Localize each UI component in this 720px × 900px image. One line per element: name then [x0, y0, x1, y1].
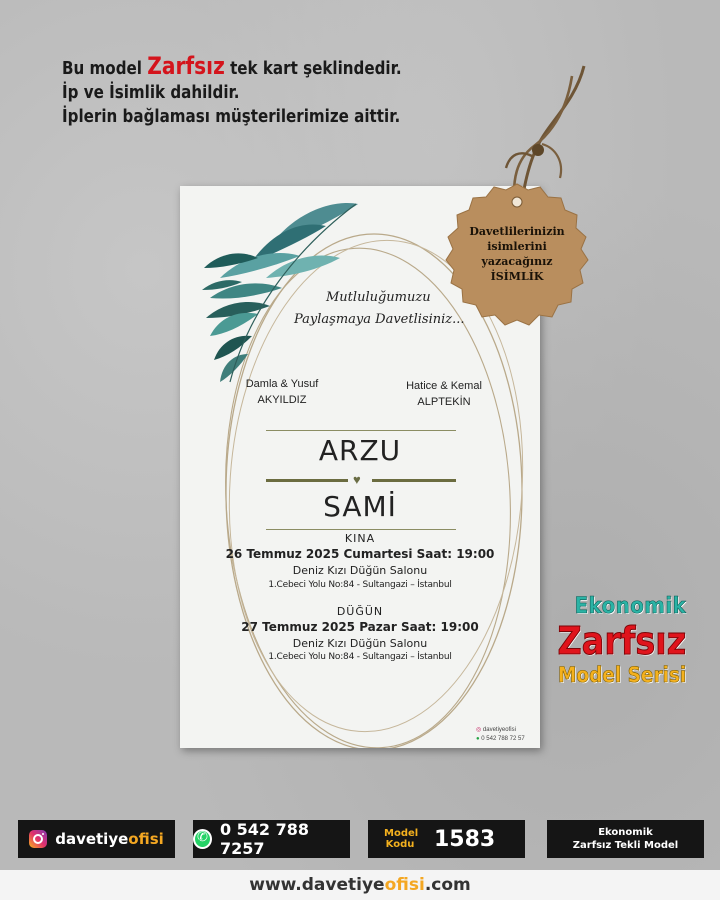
card-contact-instagram — [476, 726, 525, 735]
parents-left-names: Damla & Yusuf — [245, 378, 319, 390]
card-contact-instagram-text: davetiyeofisi — [482, 727, 516, 733]
rule-top — [266, 430, 456, 431]
instagram-handle — [55, 830, 164, 848]
parents-right-surname: ALPTEKİN — [417, 396, 471, 408]
model-description-bar — [547, 820, 704, 858]
name-tag-line-4: İSİMLİK — [490, 270, 544, 283]
whatsapp-bar[interactable] — [193, 820, 350, 858]
card-contact-phone-text: 0 542 788 72 57 — [481, 736, 525, 742]
series-line-2: Zarfsız — [557, 619, 686, 663]
model-code-value: 1583 — [434, 826, 496, 852]
invite-line-2: Paylaşmaya Davetlisiniz... — [294, 312, 465, 327]
instagram-bar[interactable] — [18, 820, 175, 858]
event-date-kina: 26 Temmuz 2025 Cumartesi Saat: 19:00 — [225, 547, 495, 561]
name-tag-line-1: Davetlilerinizin — [469, 225, 565, 238]
parents-left-surname: AKYILDIZ — [257, 394, 307, 406]
instagram-icon — [29, 830, 47, 848]
notice-line-1-prefix: Bu model — [62, 58, 148, 79]
name-tag-text — [440, 224, 594, 284]
card-contact — [476, 726, 525, 744]
phone-number: 0 542 788 7257 — [219, 820, 310, 858]
website-prefix: www. — [249, 875, 302, 895]
groom-name: SAMİ — [323, 490, 397, 523]
series-line-3: Model Serisi — [557, 663, 686, 687]
website-link[interactable] — [249, 875, 471, 895]
notice-line-1 — [62, 54, 402, 81]
event-address-kina: 1.Cebeci Yolu No:84 - Sultangazi – İstanbul — [268, 580, 452, 590]
series-title — [540, 594, 686, 687]
name-tag-line-2: isimlerini — [487, 240, 547, 253]
notice-line-1-suffix: tek kart şeklindedir. — [224, 58, 402, 79]
name-divider-right — [372, 479, 456, 482]
notice-text — [62, 54, 402, 129]
event-date-dugun: 27 Temmuz 2025 Pazar Saat: 19:00 — [241, 620, 479, 634]
name-tag-line-3: yazacağınız — [481, 255, 553, 268]
rule-bottom — [266, 529, 456, 530]
parents-right — [394, 378, 494, 410]
whatsapp-icon — [193, 829, 212, 849]
website-brand-part-2: ofisi — [384, 875, 425, 895]
model-code-bar — [368, 820, 525, 858]
event-label-kina: KINA — [344, 532, 376, 545]
parents-right-names: Hatice & Kemal — [406, 380, 482, 392]
invite-line-1: Mutluluğumuzu — [326, 290, 431, 305]
bride-name: ARZU — [318, 434, 402, 467]
instagram-handle-part-2: ofisi — [128, 830, 164, 848]
name-divider-left — [266, 479, 348, 482]
series-line-1: Ekonomik — [574, 594, 686, 619]
model-code-label: Model Kodu — [384, 828, 419, 850]
event-address-dugun: 1.Cebeci Yolu No:84 - Sultangazi – İstanbul — [268, 652, 452, 662]
event-venue-dugun: Deniz Kızı Düğün Salonu — [292, 637, 428, 650]
model-description-line-1: Ekonomik — [598, 827, 653, 838]
notice-line-2: İp ve İsimlik dahildir. — [62, 82, 240, 103]
notice-accent: Zarfsız — [147, 52, 225, 80]
event-label-dugun: DÜĞÜN — [336, 605, 384, 618]
website-suffix: .com — [424, 875, 471, 895]
instagram-icon: ◎ — [476, 727, 482, 733]
parents-left — [226, 376, 338, 408]
website-brand-part-1: davetiye — [301, 875, 385, 895]
heart-icon: ♥ — [353, 472, 361, 487]
footer — [0, 870, 720, 900]
model-description-line-2: Zarfsız Tekli Model — [572, 840, 679, 851]
name-tag — [440, 180, 594, 334]
card-contact-phone — [476, 735, 525, 744]
whatsapp-icon: ● — [476, 736, 480, 742]
instagram-handle-part-1: davetiye — [55, 830, 129, 848]
notice-line-3: İplerin bağlaması müşterilerimize aittir. — [62, 106, 401, 127]
event-venue-kina: Deniz Kızı Düğün Salonu — [292, 564, 428, 577]
